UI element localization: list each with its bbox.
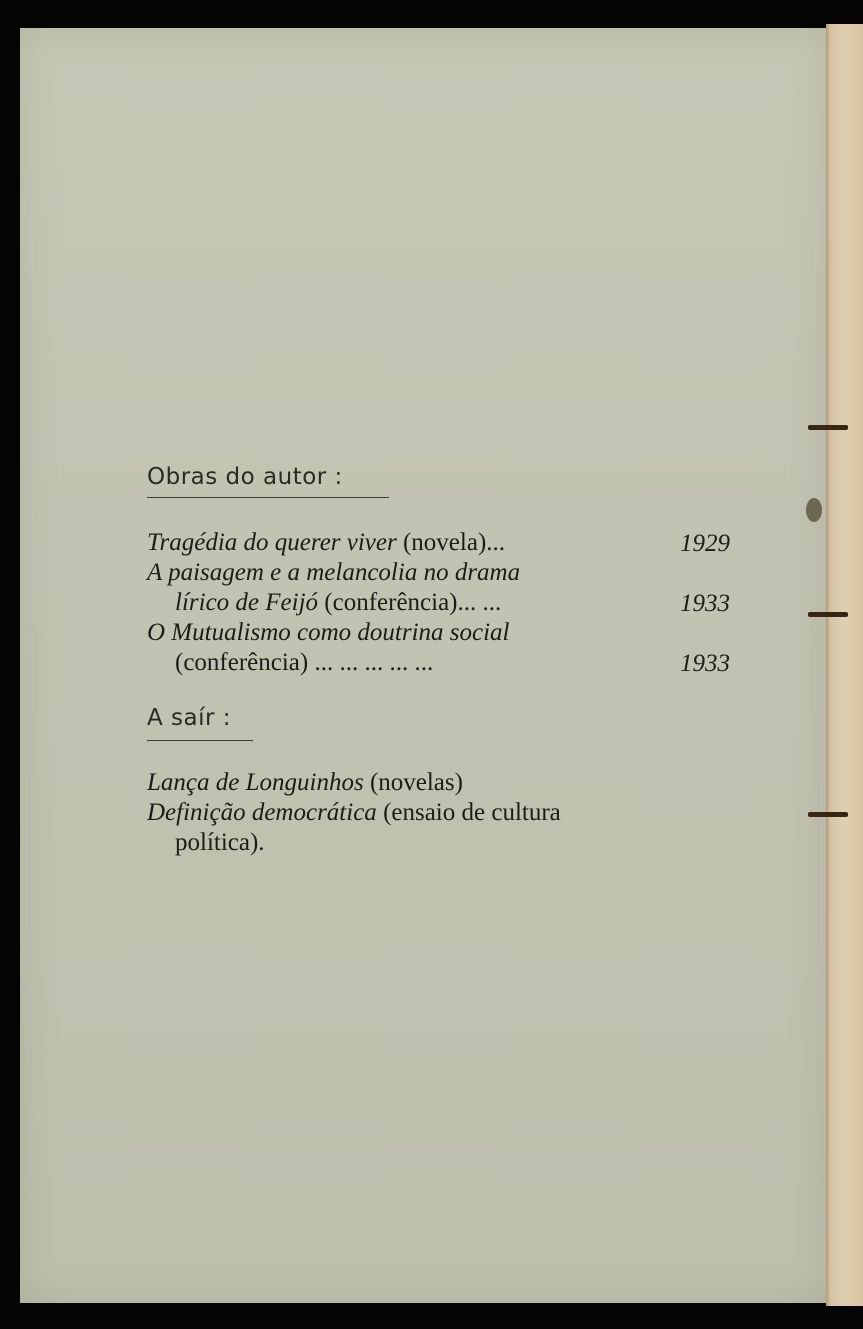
work-entry-2-cont: [175, 588, 501, 618]
work-year: 1933: [680, 650, 730, 677]
page-edge: [826, 24, 863, 1306]
work-description: (conferência)... ...: [318, 589, 502, 616]
work-entry-1: [147, 528, 505, 558]
work-entry-3-cont: [175, 648, 433, 678]
work-title: A paisagem e a melancolia no drama: [147, 559, 521, 586]
upcoming-description: política).: [175, 829, 265, 856]
upcoming-entry-2-cont: [175, 828, 265, 858]
work-title: O Mutualismo como doutrina social: [147, 619, 510, 646]
upcoming-title: Lança de Longuinhos: [147, 769, 364, 796]
upcoming-description: (ensaio de cultura: [376, 799, 561, 826]
upcoming-entry-1: [147, 768, 463, 798]
work-year: 1929: [680, 530, 730, 557]
binding-stitch: [808, 612, 848, 617]
binding-stitch: [808, 812, 848, 817]
work-description: (conferência) ... ... ... ... ...: [175, 649, 434, 676]
obras-underline: [147, 497, 389, 498]
work-description: (novela)...: [396, 529, 506, 556]
binding-hole: [806, 498, 822, 522]
upcoming-title: Definição democrática: [147, 799, 377, 826]
work-title: Tragédia do querer viver: [147, 529, 397, 556]
sair-underline: [147, 740, 253, 741]
work-year: 1933: [680, 590, 730, 617]
obras-heading: Obras do autor :: [147, 464, 343, 490]
work-entry-3: [147, 618, 510, 648]
work-title: lírico de Feijó: [175, 589, 319, 616]
sair-heading: A saír :: [147, 705, 232, 731]
binding-stitch: [808, 425, 848, 430]
upcoming-description: (novelas): [363, 769, 463, 796]
work-entry-2: [147, 558, 520, 588]
upcoming-entry-2: [147, 798, 561, 828]
